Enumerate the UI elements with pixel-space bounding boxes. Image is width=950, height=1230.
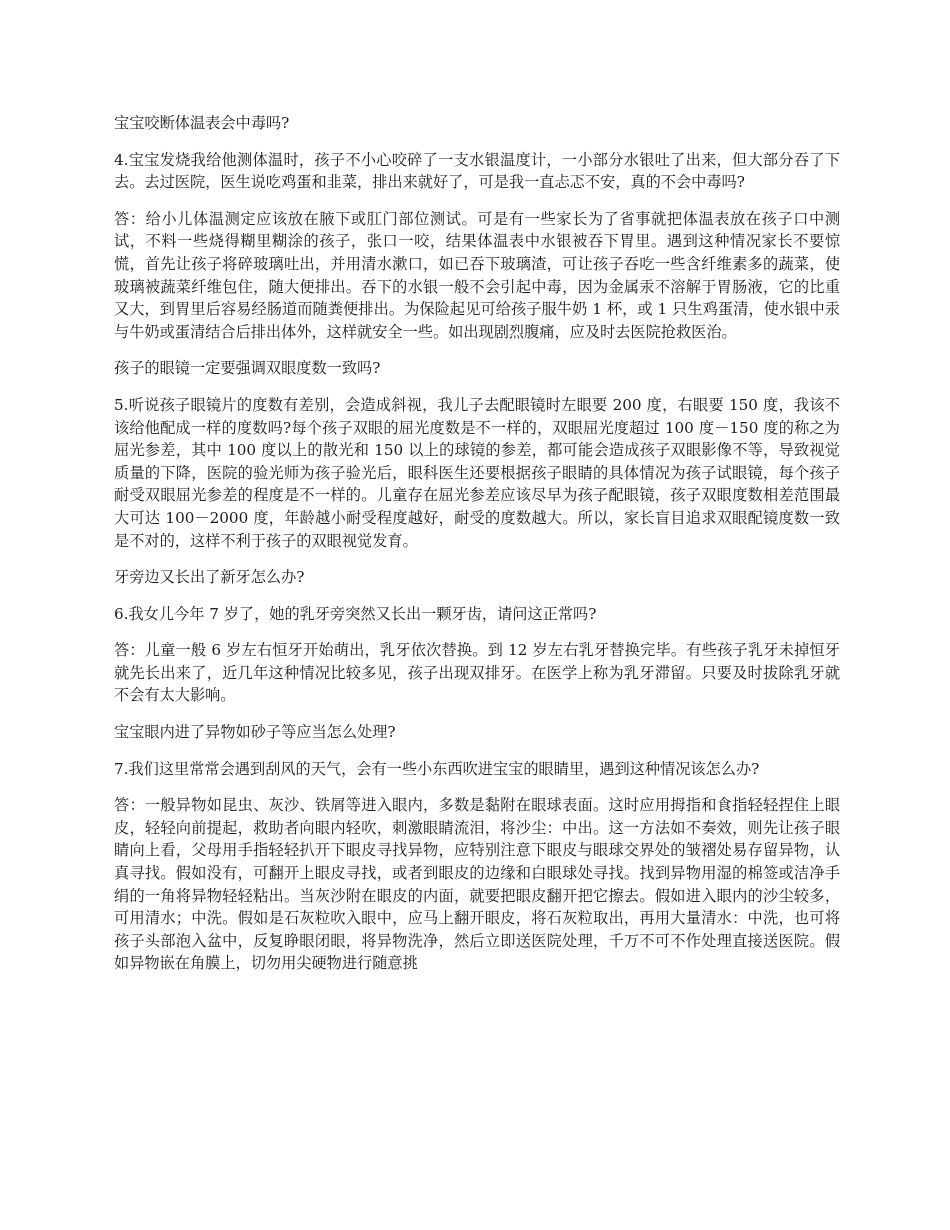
section-3-answer: 答：儿童一般 6 岁左右恒牙开始萌出，乳牙依次替换。到 12 岁左右乳牙替换完毕。有些孩子乳牙未掉恒牙就先长出来了，近几年这种情况比较多见，孩子出现双排牙。在医学上称为乳牙滞留。只要及时拔除乳牙就不会有太大影响。: [114, 641, 840, 705]
section-4-question: 7.我们这里常常会遇到刮风的天气，会有一些小东西吹进宝宝的眼睛里，遇到这种情况该怎么办?: [114, 759, 760, 778]
section-1-title: 宝宝咬断体温表会中毒吗?: [114, 114, 290, 132]
section-1-question: 4.宝宝发烧我给他测体温时，孩子不小心咬碎了一支水银温度计，一小部分水银吐了出来，但大部分吞了下去。去过医院，医生说吃鸡蛋和韭菜，排出来就好了，可是我一直忐忑不安，真的不会中毒吗?: [114, 150, 840, 192]
section-1-answer: 答：给小儿体温测定应该放在腋下或肛门部位测试。可是有一些家长为了省事就把体温表放在孩子口中测试，不料一些烧得糊里糊涂的孩子，张口一咬，结果体温表中水银被吞下胃里。遇到这种情况家长不要惊慌，首先让孩子将碎玻璃吐出，并用清水漱口，如已吞下玻璃渣，可让孩子吞吃一些含纤维素多的蔬菜，使玻璃被蔬菜纤维包住，随大便排出。吞下的水银一般不会引起中毒，因为金属汞不溶解于胃肠液，它的比重又大，到胃里后容易经肠道而随粪便排出。为保险起见可给孩子服牛奶 1 杯，或 1 只生鸡蛋清，使水银中汞与牛奶或蛋清结合后排出体外，这样就安全一些。如出现剧烈腹痛，应及时去医院抢救医治。: [114, 209, 840, 341]
section-2-title: 孩子的眼镜一定要强调双眼度数一致吗?: [114, 359, 381, 378]
section-2-question: 5.听说孩子眼镜片的度数有差别，会造成斜视，我儿子去配眼镜时左眼要 200 度，右眼要 150 度，我该不该给他配成一样的度数吗?每个孩子双眼的屈光度数是不一样的，双眼屈光度超过 100 度－150 度的称之为屈光参差，其中 100 度以上的散光和 150 以上的球镜的参差，都可能会造成孩子双眼影像不等，导致视觉质量的下降，医院的验光师为孩子验光后，眼科医生还要根据孩子眼睛的具体情况为孩子试眼镜，每个孩子耐受双眼屈光参差的程度是不一样的。儿童存在屈光参差应该尽早为孩子配眼镜，孩子双眼度数相差范围最大可达 100－2000 度，年龄越小耐受程度越好，耐受的度数越大。所以，家长盲目追求双眼配镜度数一致是不对的，这样不利于孩子的双眼视觉发育。: [114, 395, 840, 550]
section-3-title: 牙旁边又长出了新牙怎么办?: [114, 568, 305, 587]
section-4-title: 宝宝眼内进了异物如砂子等应当怎么处理?: [114, 723, 396, 742]
section-4-answer: 答：一般异物如昆虫、灰沙、铁屑等进入眼内，多数是黏附在眼球表面。这时应用拇指和食指轻轻捏住上眼皮，轻轻向前提起，救助者向眼内轻吹，刺激眼睛流泪，将沙尘：中出。这一方法如不奏效，则先让孩子眼睛向上看，父母用手指轻轻扒开下眼皮寻找异物，应特别注意下眼皮与眼球交界处的皱褶处易存留异物，认真寻找。假如没有，可翻开上眼皮寻找，或者到眼皮的边缘和白眼球处寻找。找到异物用湿的棉签或洁净手绢的一角将异物轻轻粘出。当灰沙附在眼皮的内面，就要把眼皮翻开把它擦去。假如进入眼内的沙尘较多，可用清水；中洗。假如是石灰粒吹入眼中，应马上翻开眼皮，将石灰粒取出，再用大量清水：中洗，也可将孩子头部泡入盆中，反复睁眼闭眼，将异物洗净，然后立即送医院处理，千万不可不作处理直接送医院。假如异物嵌在角膜上，切勿用尖硬物进行随意挑: [114, 796, 840, 973]
section-3-question: 6.我女儿今年 7 岁了，她的乳牙旁突然又长出一颗牙齿，请问这正常吗?: [114, 604, 597, 623]
document-page: [114, 112, 840, 989]
